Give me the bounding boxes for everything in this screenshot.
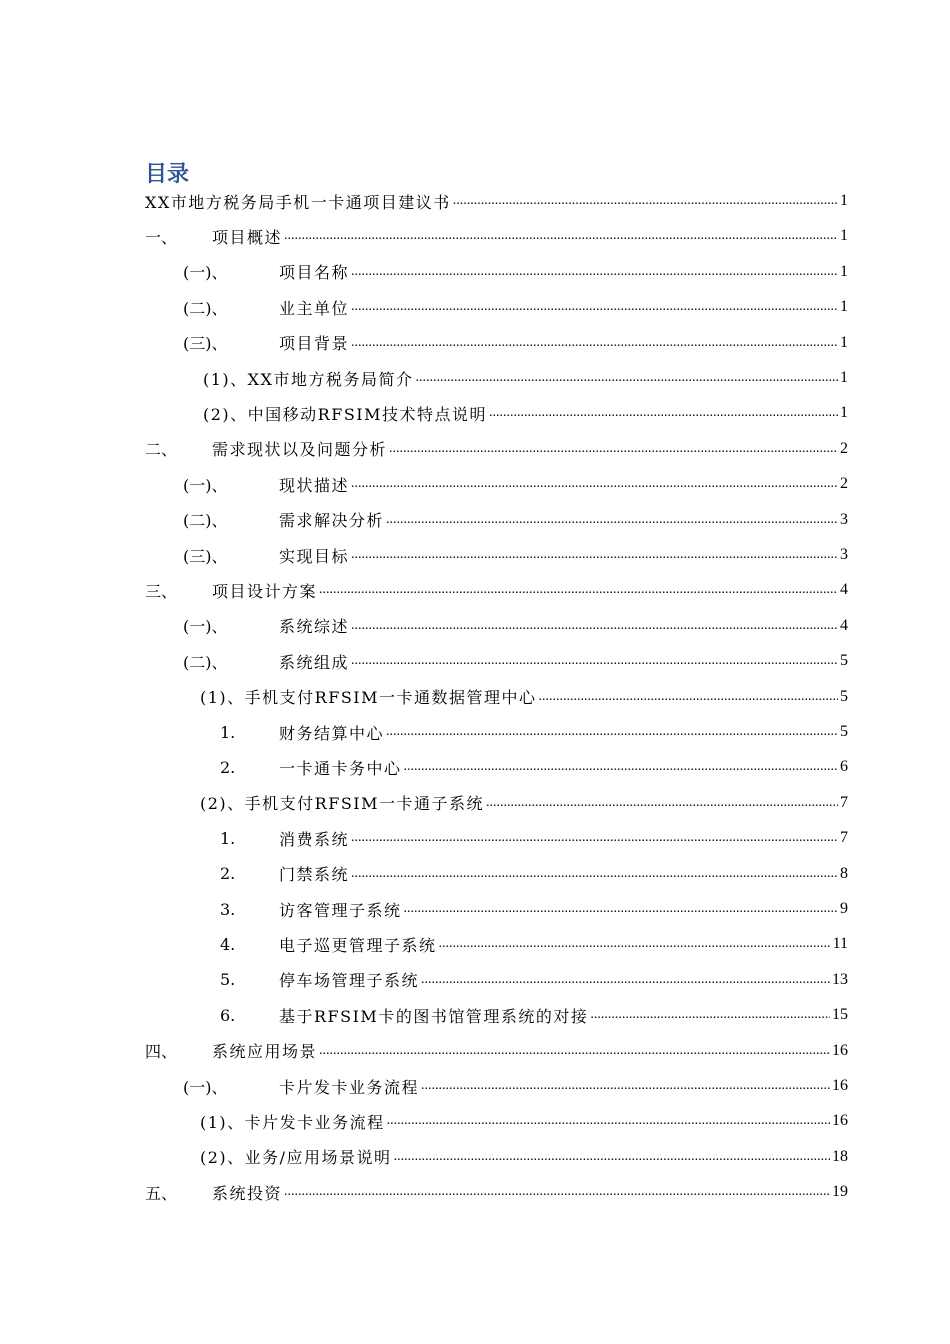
toc-row bbox=[0, 646, 950, 676]
toc-row bbox=[0, 611, 950, 641]
toc-entry-label: 访客管理子系统 bbox=[279, 900, 402, 920]
toc-entry-label: 卡片发卡业务流程 bbox=[279, 1077, 420, 1097]
toc-dot-leader bbox=[284, 221, 838, 251]
toc-entry[interactable] bbox=[220, 752, 848, 782]
toc-entry-number: 四、 bbox=[145, 1042, 178, 1062]
toc-row bbox=[0, 894, 950, 924]
toc-entry[interactable] bbox=[183, 328, 848, 358]
toc-entry-label: 停车场管理子系统 bbox=[279, 971, 420, 991]
toc-entry[interactable] bbox=[183, 540, 848, 570]
toc-row bbox=[0, 469, 950, 499]
toc-entry-page: 4 bbox=[840, 581, 848, 599]
toc-dot-leader bbox=[421, 1071, 830, 1101]
toc-entry-page: 2 bbox=[840, 475, 848, 493]
toc-entry-label: (1)、手机支付RFSIM一卡通数据管理中心 bbox=[200, 688, 537, 708]
toc-entry-label: 一卡通卡务中心 bbox=[279, 758, 402, 778]
toc-entry[interactable] bbox=[145, 575, 848, 605]
toc-dot-leader bbox=[351, 292, 838, 322]
toc-entry[interactable] bbox=[203, 363, 848, 393]
toc-dot-leader bbox=[351, 540, 838, 570]
toc-entry[interactable] bbox=[183, 611, 848, 641]
toc-row bbox=[0, 505, 950, 535]
toc-entry-page: 1 bbox=[840, 227, 848, 245]
toc-entry-label: 项目概述 bbox=[212, 227, 283, 247]
toc-entry[interactable] bbox=[183, 1071, 848, 1101]
toc-entry[interactable] bbox=[145, 434, 848, 464]
toc-entry-page: 5 bbox=[840, 723, 848, 740]
toc-entry-label: (2)、中国移动RFSIM技术特点说明 bbox=[203, 404, 487, 424]
toc-entry-number: (一)、 bbox=[183, 617, 228, 637]
toc-entry-number: 五、 bbox=[145, 1183, 178, 1203]
toc-entry-number: 6. bbox=[220, 1005, 236, 1025]
toc-entry-page: 19 bbox=[832, 1183, 848, 1201]
toc-entry-number: (二)、 bbox=[183, 511, 228, 531]
toc-entry-page: 7 bbox=[840, 793, 848, 811]
toc-row bbox=[0, 186, 950, 216]
toc-entry[interactable] bbox=[200, 1106, 848, 1136]
toc-entry[interactable] bbox=[145, 221, 848, 251]
toc-entry-page: 16 bbox=[832, 1041, 848, 1059]
toc-dot-leader bbox=[386, 505, 838, 535]
toc-entry[interactable] bbox=[203, 398, 848, 428]
toc-dot-leader bbox=[489, 398, 838, 428]
toc-entry-number: (一)、 bbox=[183, 475, 228, 495]
toc-dot-leader bbox=[351, 823, 838, 853]
toc-entry-label: 需求解决分析 bbox=[279, 511, 385, 531]
toc-entry-label: 业主单位 bbox=[279, 298, 350, 318]
toc-row bbox=[0, 221, 950, 251]
toc-entry-label: 消费系统 bbox=[279, 829, 350, 849]
toc-entry[interactable] bbox=[145, 186, 848, 216]
toc-entry-label: 系统投资 bbox=[212, 1183, 283, 1203]
toc-entry-label: 电子巡更管理子系统 bbox=[279, 935, 437, 955]
toc-entry-label: XX市地方税务局手机一卡通项目建议书 bbox=[145, 192, 451, 212]
toc-entry-number: 一、 bbox=[145, 227, 178, 247]
toc-row bbox=[0, 929, 950, 959]
toc-dot-leader bbox=[590, 1000, 830, 1030]
toc-entry[interactable] bbox=[145, 1177, 848, 1207]
toc-entry-page: 8 bbox=[840, 864, 848, 882]
toc-row bbox=[0, 363, 950, 393]
toc-entry-label: 项目背景 bbox=[279, 334, 350, 354]
toc-dot-leader bbox=[415, 363, 838, 393]
toc-entry-page: 5 bbox=[840, 652, 848, 670]
toc-entry[interactable] bbox=[183, 646, 848, 676]
toc-row bbox=[0, 257, 950, 287]
toc-entry-page: 1 bbox=[840, 262, 848, 280]
toc-entry-page: 5 bbox=[840, 687, 848, 705]
toc-row bbox=[0, 823, 950, 853]
toc-dot-leader bbox=[351, 257, 838, 287]
toc-dot-leader bbox=[404, 752, 838, 782]
toc-entry[interactable] bbox=[220, 717, 848, 747]
toc-entry-number: 三、 bbox=[145, 581, 178, 601]
toc-entry[interactable] bbox=[183, 505, 848, 535]
toc-dot-leader bbox=[453, 186, 838, 216]
toc-entry-page: 3 bbox=[840, 546, 848, 563]
toc-entry-label: (2)、手机支付RFSIM一卡通子系统 bbox=[200, 794, 484, 814]
toc-row bbox=[0, 1106, 950, 1136]
toc-entry-page: 1 bbox=[840, 333, 848, 351]
toc-entry-label: 现状描述 bbox=[279, 475, 350, 495]
toc-entry[interactable] bbox=[220, 859, 848, 889]
toc-dot-leader bbox=[394, 1142, 830, 1172]
toc-entry[interactable] bbox=[145, 1036, 848, 1066]
toc-entry-label: 系统应用场景 bbox=[212, 1042, 318, 1062]
toc-entry-page: 16 bbox=[832, 1077, 848, 1094]
toc-entry-page: 7 bbox=[840, 829, 848, 847]
toc-entry-label: (1)、XX市地方税务局简介 bbox=[203, 369, 414, 389]
toc-entry-number: 二、 bbox=[145, 440, 178, 460]
toc-dot-leader bbox=[351, 469, 838, 499]
toc-entry-number: 2. bbox=[220, 757, 236, 777]
toc-entry-label: (2)、业务/应用场景说明 bbox=[200, 1148, 392, 1168]
toc-entry-number: (一)、 bbox=[183, 263, 228, 283]
toc-entry-number: (二)、 bbox=[183, 298, 228, 318]
toc-entry-page: 15 bbox=[832, 1006, 848, 1024]
toc-entry[interactable] bbox=[200, 682, 848, 712]
toc-row bbox=[0, 398, 950, 428]
toc-entry-number: 2. bbox=[220, 864, 236, 884]
toc-entry-page: 13 bbox=[832, 970, 848, 988]
toc-row bbox=[0, 434, 950, 464]
toc-row bbox=[0, 1071, 950, 1101]
toc-dot-leader bbox=[387, 1106, 830, 1136]
toc-row bbox=[0, 717, 950, 747]
toc-entry[interactable] bbox=[220, 1000, 848, 1030]
toc-row bbox=[0, 682, 950, 712]
toc-entry-number: (一)、 bbox=[183, 1077, 228, 1097]
toc-row bbox=[0, 1142, 950, 1172]
toc-dot-leader bbox=[389, 434, 838, 464]
toc-entry-label: 财务结算中心 bbox=[279, 723, 385, 743]
toc-dot-leader bbox=[284, 1177, 830, 1207]
toc-entry[interactable] bbox=[183, 292, 848, 322]
toc-dot-leader bbox=[351, 646, 838, 676]
toc-entry-page: 1 bbox=[840, 369, 848, 386]
toc-dot-leader bbox=[421, 965, 830, 995]
toc-dot-leader bbox=[351, 611, 838, 641]
toc-entry-label: 门禁系统 bbox=[279, 865, 350, 885]
toc-entry-number: 1. bbox=[220, 828, 236, 848]
toc-entry-page: 1 bbox=[840, 404, 848, 422]
toc-entry-label: 系统综述 bbox=[279, 617, 350, 637]
toc-entry-label: 基于RFSIM卡的图书馆管理系统的对接 bbox=[279, 1006, 589, 1026]
toc-entry-number: 4. bbox=[220, 934, 236, 954]
toc-dot-leader bbox=[351, 328, 838, 358]
toc-entry-page: 9 bbox=[840, 900, 848, 917]
toc-entry[interactable] bbox=[220, 929, 848, 959]
toc-dot-leader bbox=[538, 682, 838, 712]
toc-dot-leader bbox=[319, 1036, 830, 1066]
toc-dot-leader bbox=[486, 788, 838, 818]
toc-row bbox=[0, 788, 950, 818]
toc-entry[interactable] bbox=[220, 894, 848, 924]
toc-entry-label: 实现目标 bbox=[279, 546, 350, 566]
toc-entry-page: 11 bbox=[832, 935, 848, 953]
toc-entry[interactable] bbox=[200, 1142, 848, 1172]
toc-entry-number: (二)、 bbox=[183, 652, 228, 672]
toc-row bbox=[0, 752, 950, 782]
toc-entry-page: 1 bbox=[840, 298, 848, 316]
toc-entry-label: (1)、卡片发卡业务流程 bbox=[200, 1112, 385, 1132]
toc-row bbox=[0, 859, 950, 889]
toc-entry[interactable] bbox=[220, 965, 848, 995]
toc-entry-number: (三)、 bbox=[183, 546, 228, 566]
toc-title: 目录 bbox=[145, 162, 190, 187]
toc-entry-label: 项目名称 bbox=[279, 263, 350, 283]
toc-row bbox=[0, 1000, 950, 1030]
toc-entry[interactable] bbox=[183, 257, 848, 287]
toc-dot-leader bbox=[386, 717, 838, 747]
toc-entry-page: 1 bbox=[840, 192, 848, 209]
toc-entry-page: 16 bbox=[832, 1112, 848, 1130]
toc-entry-number: 5. bbox=[220, 970, 236, 990]
toc-row bbox=[0, 1177, 950, 1207]
toc-dot-leader bbox=[404, 894, 838, 924]
toc-entry-number: 3. bbox=[220, 899, 236, 919]
toc-entry-label: 需求现状以及问题分析 bbox=[212, 440, 388, 460]
toc-entry-page: 2 bbox=[840, 439, 848, 457]
toc-entry-number: (三)、 bbox=[183, 334, 228, 354]
toc-row bbox=[0, 540, 950, 570]
toc-dot-leader bbox=[351, 859, 838, 889]
toc-dot-leader bbox=[439, 929, 831, 959]
toc-entry[interactable] bbox=[220, 823, 848, 853]
toc-row bbox=[0, 965, 950, 995]
toc-entry-label: 项目设计方案 bbox=[212, 581, 318, 601]
toc-entry[interactable] bbox=[200, 788, 848, 818]
toc-entry-page: 6 bbox=[840, 758, 848, 776]
toc-row bbox=[0, 292, 950, 322]
toc-entry-page: 18 bbox=[832, 1147, 848, 1165]
toc-entry[interactable] bbox=[183, 469, 848, 499]
toc-entry-number: 1. bbox=[220, 722, 236, 742]
toc-entry-page: 4 bbox=[840, 616, 848, 634]
toc-dot-leader bbox=[319, 575, 838, 605]
toc-row bbox=[0, 328, 950, 358]
toc-row bbox=[0, 1036, 950, 1066]
toc-row bbox=[0, 575, 950, 605]
toc-entry-page: 3 bbox=[840, 510, 848, 528]
toc-entry-label: 系统组成 bbox=[279, 652, 350, 672]
